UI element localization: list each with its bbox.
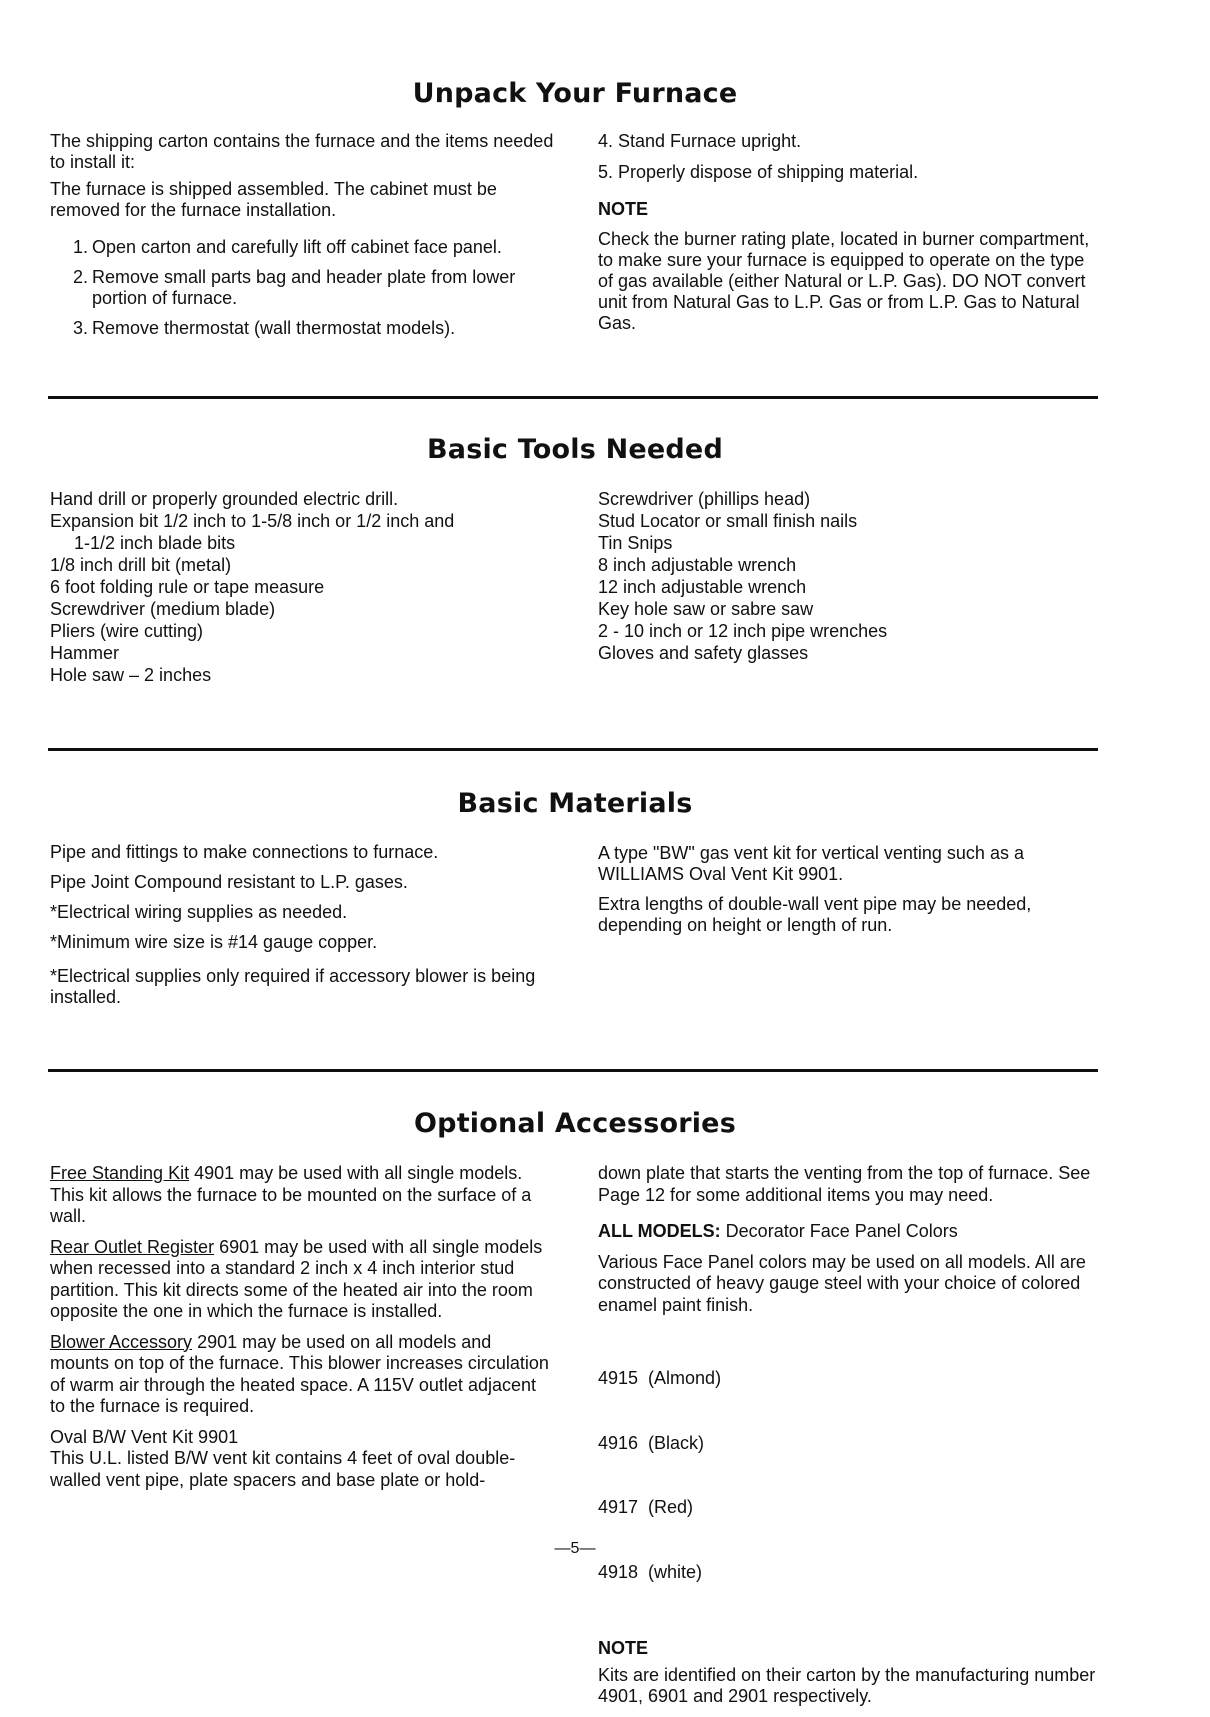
tools-right-list [598, 488, 1103, 664]
step-number: 1. [72, 237, 88, 257]
unpack-note-label: NOTE [598, 199, 649, 219]
section-title-materials: Basic Materials [457, 788, 693, 819]
tool-item: Hand drill or properly grounded electric drill. [50, 489, 399, 509]
tool-item: Screwdriver (medium blade) [50, 599, 276, 619]
tool-item: Stud Locator or small finish nails [598, 511, 858, 531]
material-item: *Electrical wiring supplies as needed. [50, 902, 348, 922]
page-number: —5— [554, 1540, 596, 1557]
unpack-step [50, 237, 555, 258]
section-title-unpack: Unpack Your Furnace [412, 78, 738, 109]
section-title-accessories: Optional Accessories [414, 1108, 736, 1139]
rear-outlet-register-text: 6901 may be used with all single models when recessed into a standard 2 inch x 4 inch interior stud partition. This kit directs some of the heated air into the room opposite the one in which the furnace is installed. [50, 1236, 543, 1321]
section-divider [48, 748, 1098, 751]
section-divider [48, 1069, 1098, 1072]
materials-left-column [50, 842, 555, 1017]
blower-accessory-name: Blower Accessory [50, 1331, 193, 1352]
material-item: *Minimum wire size is #14 gauge copper. [50, 932, 378, 952]
color-code-item: 4915 (Almond) [598, 1368, 722, 1388]
tool-item: Tin Snips [598, 533, 673, 553]
tool-item: 1/8 inch drill bit (metal) [50, 555, 232, 575]
blower-accessory-text: 2901 may be used on all models and mounts on top of the furnace. This blower increases circulation of warm air through the heated space. A 115V outlet adjacent to the furnace is required. [50, 1331, 549, 1416]
tool-item: 1-1/2 inch blade bits [74, 533, 236, 553]
tool-item: 2 - 10 inch or 12 inch pipe wrenches [598, 621, 888, 641]
oval-vent-kit-text: This U.L. listed B/W vent kit contains 4 feet of oval double-walled vent pipe, plate spacers and base plate or hold- [50, 1448, 516, 1490]
unpack-left-column [50, 131, 555, 348]
unpack-step-4: 4. Stand Furnace upright. [598, 131, 802, 151]
unpack-intro-2: The furnace is shipped assembled. The cabinet must be removed for the furnace installation. [50, 179, 497, 220]
unpack-step [50, 267, 555, 309]
tool-item: 6 foot folding rule or tape measure [50, 577, 325, 597]
color-code-item: 4917 (Red) [598, 1497, 694, 1517]
tools-left-list [50, 488, 555, 686]
accessories-left-column [50, 1163, 555, 1500]
section-divider [48, 396, 1098, 399]
material-footnote: *Electrical supplies only required if accessory blower is being installed. [50, 966, 536, 1007]
unpack-step [50, 318, 555, 339]
color-code-item: 4918 (white) [598, 1561, 703, 1582]
all-models-text: Decorator Face Panel Colors [720, 1221, 958, 1241]
step-number: 2. [72, 267, 88, 287]
section-title-tools: Basic Tools Needed [427, 434, 723, 465]
accessories-note-label: NOTE [598, 1638, 649, 1658]
step-text: Remove small parts bag and header plate from lower portion of furnace. [92, 267, 516, 308]
material-item: Extra lengths of double-wall vent pipe may be needed, depending on height or length of run. [598, 894, 1032, 935]
free-standing-kit-text: 4901 may be used with all single models. This kit allows the furnace to be mounted on the surface of a wall. [50, 1163, 532, 1226]
color-code-list [598, 1325, 1103, 1626]
step-text: Remove thermostat (wall thermostat models). [92, 318, 456, 338]
tool-item: Hole saw – 2 inches [50, 665, 212, 685]
rear-outlet-register-paragraph [50, 1237, 555, 1323]
tool-item: Screwdriver (phillips head) [598, 489, 811, 509]
tool-item: Expansion bit 1/2 inch to 1-5/8 inch or 1/2 inch and [50, 511, 455, 531]
unpack-intro-1: The shipping carton contains the furnace and the items needed to install it: [50, 131, 554, 172]
accessories-right-column [598, 1163, 1103, 1717]
rear-outlet-register-name: Rear Outlet Register [50, 1236, 215, 1257]
material-item: A type "BW" gas vent kit for vertical venting such as a WILLIAMS Oval Vent Kit 9901. [598, 843, 1024, 884]
color-code-item: 4916 (Black) [598, 1432, 705, 1453]
material-item: Pipe and fittings to make connections to furnace. [50, 842, 439, 862]
face-panel-colors-text: Various Face Panel colors may be used on all models. All are constructed of heavy gauge steel with your choice of colored enamel paint finish. [598, 1251, 1086, 1315]
accessories-note-text: Kits are identified on their carton by the manufacturing number 4901, 6901 and 2901 respectively. [598, 1664, 1096, 1706]
tool-item: Key hole saw or sabre saw [598, 599, 814, 619]
materials-right-column [598, 843, 1103, 945]
step-number: 3. [72, 318, 88, 338]
all-models-label: ALL MODELS: [598, 1221, 721, 1241]
unpack-steps-list [50, 237, 555, 339]
oval-vent-kit-heading: Oval B/W Vent Kit 9901 [50, 1426, 239, 1447]
accessories-continued-text: down plate that starts the venting from the top of furnace. See Page 12 for some additional items you may need. [598, 1163, 1091, 1205]
step-text: Open carton and carefully lift off cabinet face panel. [92, 237, 502, 257]
unpack-right-column [598, 131, 1103, 343]
all-models-paragraph [598, 1221, 1103, 1243]
material-item: Pipe Joint Compound resistant to L.P. gases. [50, 872, 408, 892]
unpack-note-text: Check the burner rating plate, located in burner compartment, to make sure your furnace is equipped to operate on the type of gas available (either Natural or L.P. Gas). DO NOT convert unit from Natural Gas to L.P. Gas or from L.P. Gas to Natural Gas. [598, 229, 1090, 333]
tool-item: 8 inch adjustable wrench [598, 555, 797, 575]
tool-item: Pliers (wire cutting) [50, 621, 204, 641]
blower-accessory-paragraph [50, 1332, 555, 1418]
tool-item: Hammer [50, 643, 120, 663]
tool-item: Gloves and safety glasses [598, 643, 809, 663]
free-standing-kit-name: Free Standing Kit [50, 1163, 190, 1183]
unpack-step-5: 5. Properly dispose of shipping material. [598, 162, 919, 182]
free-standing-kit-paragraph [50, 1163, 555, 1228]
tool-item: 12 inch adjustable wrench [598, 577, 807, 597]
